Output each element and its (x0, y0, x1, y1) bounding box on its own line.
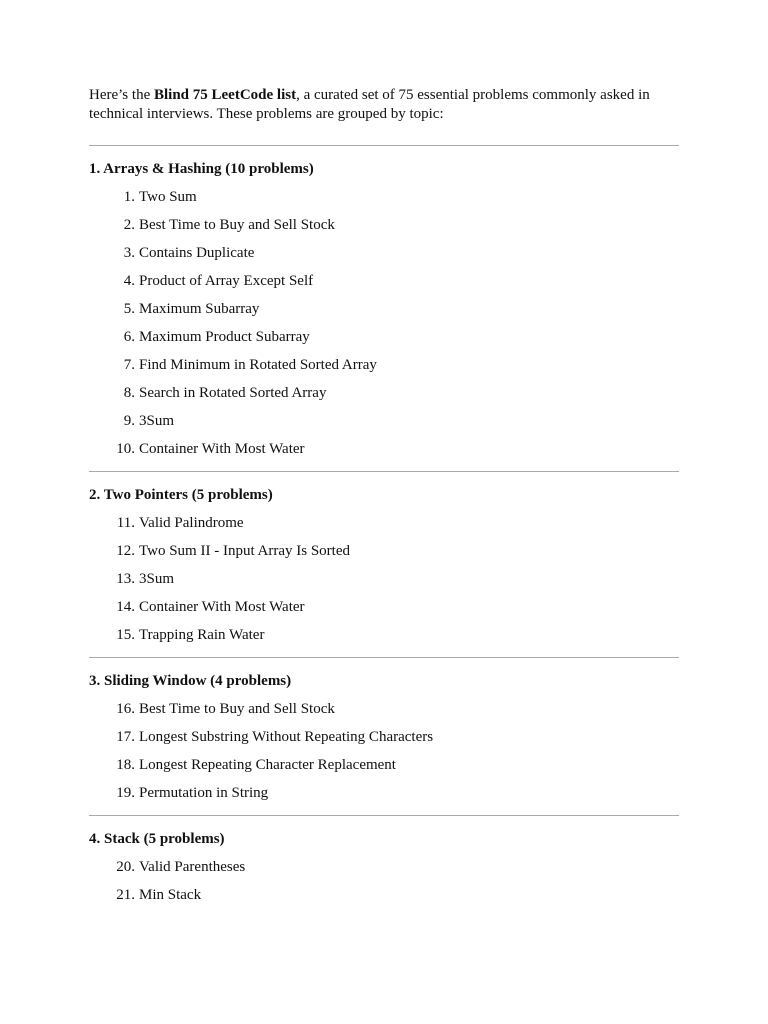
problem-title: Valid Palindrome (139, 515, 244, 531)
intro-prefix: Here’s the (89, 87, 154, 103)
problem-list-item (89, 440, 679, 459)
problem-number: 12. (116, 543, 135, 559)
problem-list-item (89, 514, 679, 533)
problem-list (89, 700, 679, 803)
problem-title: Search in Rotated Sorted Array (139, 385, 327, 401)
document-body (89, 86, 679, 905)
problem-title: Best Time to Buy and Sell Stock (139, 701, 335, 717)
problem-number: 5. (123, 301, 135, 317)
problem-list-item (89, 626, 679, 645)
problem-title: Min Stack (139, 887, 202, 903)
problem-list-item (89, 244, 679, 263)
problem-list-item (89, 598, 679, 617)
problem-title: Container With Most Water (139, 599, 305, 615)
problem-title: Valid Parentheses (139, 859, 246, 875)
intro-bold-title: Blind 75 LeetCode list (153, 87, 297, 103)
problem-title: Permutation in String (139, 785, 269, 801)
sections-container (89, 145, 679, 905)
section-title: 2. Two Pointers (5 problems) (89, 487, 273, 503)
problem-title: Best Time to Buy and Sell Stock (139, 217, 335, 233)
section-divider (89, 471, 679, 472)
problem-number: 21. (116, 887, 135, 903)
problem-list-item (89, 272, 679, 291)
problem-list-item (89, 216, 679, 235)
problem-number: 19. (116, 785, 135, 801)
problem-number: 7. (123, 357, 135, 373)
problem-list-item (89, 356, 679, 375)
problem-title: Maximum Subarray (139, 301, 260, 317)
problem-number: 10. (116, 441, 135, 457)
problem-number: 15. (116, 627, 135, 643)
problem-title: Product of Array Except Self (139, 273, 314, 289)
section-divider (89, 145, 679, 146)
problem-number: 1. (123, 189, 135, 205)
problem-number: 20. (116, 859, 135, 875)
section-title: 1. Arrays & Hashing (10 problems) (89, 161, 314, 177)
problem-title: Contains Duplicate (139, 245, 255, 261)
problem-number: 9. (123, 413, 135, 429)
problem-list-item (89, 700, 679, 719)
problem-title: Two Sum (139, 189, 197, 205)
problem-list-item (89, 384, 679, 403)
problem-list-item (89, 756, 679, 775)
problem-number: 13. (116, 571, 135, 587)
problem-number: 8. (123, 385, 135, 401)
section-divider (89, 657, 679, 658)
section-title: 3. Sliding Window (4 problems) (89, 673, 292, 689)
section-title: 4. Stack (5 problems) (89, 831, 225, 847)
problem-title: Container With Most Water (139, 441, 305, 457)
intro-paragraph (89, 86, 679, 124)
problem-title: Longest Substring Without Repeating Characters (139, 729, 434, 745)
problem-number: 3. (123, 245, 135, 261)
problem-list-item (89, 886, 679, 905)
problem-title: Longest Repeating Character Replacement (139, 757, 396, 773)
problem-list (89, 514, 679, 645)
section-divider (89, 815, 679, 816)
problem-title: 3Sum (139, 413, 175, 429)
problem-title: Maximum Product Subarray (139, 329, 310, 345)
problem-number: 17. (116, 729, 135, 745)
problem-number: 4. (123, 273, 135, 289)
intro-suffix: , a curated set of 75 essential problems commonly asked in technical interviews. These problems are grouped by topic: (89, 87, 650, 122)
problem-list-item (89, 858, 679, 877)
problem-number: 2. (123, 217, 135, 233)
problem-list-item (89, 728, 679, 747)
problem-number: 14. (116, 599, 135, 615)
problem-number: 18. (116, 757, 135, 773)
problem-number: 16. (116, 701, 135, 717)
problem-list (89, 858, 679, 905)
problem-title: Trapping Rain Water (139, 627, 265, 643)
problem-title: Find Minimum in Rotated Sorted Array (139, 357, 377, 373)
problem-list-item (89, 300, 679, 319)
problem-list-item (89, 542, 679, 561)
problem-title: Two Sum II - Input Array Is Sorted (139, 543, 351, 559)
problem-list-item (89, 784, 679, 803)
problem-list-item (89, 328, 679, 347)
problem-number: 11. (116, 515, 135, 531)
problem-list-item (89, 412, 679, 431)
problem-title: 3Sum (139, 571, 175, 587)
problem-list-item (89, 570, 679, 589)
problem-list (89, 188, 679, 459)
problem-number: 6. (123, 329, 135, 345)
problem-list-item (89, 188, 679, 207)
